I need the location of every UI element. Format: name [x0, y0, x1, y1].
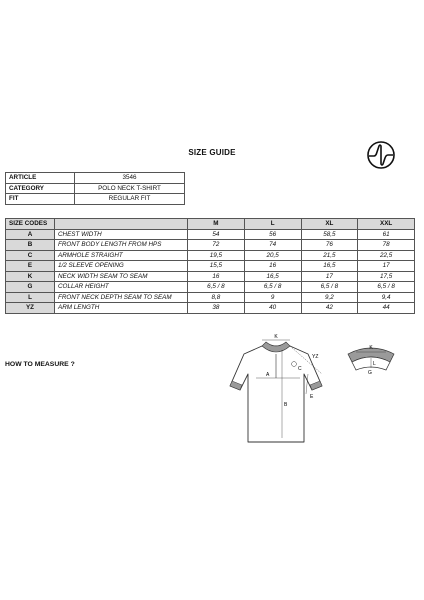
info-key: FIT [6, 194, 75, 205]
size-code: B [6, 240, 55, 251]
label-e: E [310, 394, 314, 400]
measurement-value: 16,5 [244, 271, 301, 282]
measurement-value: 16,5 [301, 261, 358, 272]
collar-label-l: L [373, 361, 376, 367]
measurement-value: 16 [244, 261, 301, 272]
measurement-value: 44 [358, 303, 415, 314]
table-row [6, 292, 415, 303]
measurement-value: 6,5 / 8 [244, 282, 301, 293]
info-key: CATEGORY [6, 183, 75, 194]
info-value: REGULAR FIT [75, 194, 185, 205]
size-header: XL [301, 219, 358, 230]
collar-label-g: G [368, 370, 372, 376]
label-k: K [274, 334, 278, 340]
size-header: XXL [358, 219, 415, 230]
size-code: YZ [6, 303, 55, 314]
measurement-label: FRONT NECK DEPTH SEAM TO SEAM [55, 292, 188, 303]
info-row [6, 173, 185, 184]
measurement-value: 76 [301, 240, 358, 251]
measurement-value: 20,5 [244, 250, 301, 261]
size-code: G [6, 282, 55, 293]
measurement-value: 9 [244, 292, 301, 303]
size-header: M [188, 219, 245, 230]
measurement-value: 17,5 [358, 271, 415, 282]
article-info-table [5, 172, 185, 205]
info-value: POLO NECK T-SHIRT [75, 183, 185, 194]
measurement-value: 17 [358, 261, 415, 272]
page-title: SIZE GUIDE [188, 148, 236, 157]
size-code: C [6, 250, 55, 261]
measurement-value: 42 [301, 303, 358, 314]
table-row [6, 240, 415, 251]
measurement-value: 6,5 / 8 [301, 282, 358, 293]
measurement-value: 6,5 / 8 [188, 282, 245, 293]
label-b: B [284, 402, 288, 408]
measurement-value: 40 [244, 303, 301, 314]
measurement-value: 9,4 [358, 292, 415, 303]
measurement-value: 19,5 [188, 250, 245, 261]
size-codes-header: SIZE CODES [6, 219, 55, 230]
label-c: C [298, 366, 302, 372]
how-to-measure-heading: HOW TO MEASURE ? [5, 361, 75, 368]
measurement-value: 16 [188, 271, 245, 282]
label-a: A [266, 372, 270, 378]
info-row [6, 194, 185, 205]
size-code: K [6, 271, 55, 282]
size-code: E [6, 261, 55, 272]
measurement-value: 74 [244, 240, 301, 251]
info-row [6, 183, 185, 194]
polo-shirt-diagram [226, 334, 326, 446]
collar-diagram [342, 340, 400, 378]
table-row [6, 250, 415, 261]
measurement-label: NECK WIDTH SEAM TO SEAM [55, 271, 188, 282]
info-value: 3546 [75, 173, 185, 184]
measurement-value: 78 [358, 240, 415, 251]
measurement-value: 15,5 [188, 261, 245, 272]
size-code: A [6, 229, 55, 240]
measurement-label: ARM LENGTH [55, 303, 188, 314]
measurement-label: ARMHOLE STRAIGHT [55, 250, 188, 261]
measurement-value: 72 [188, 240, 245, 251]
table-row [6, 303, 415, 314]
measurement-label: 1/2 SLEEVE OPENING [55, 261, 188, 272]
measurement-label: FRONT BODY LENGTH FROM HPS [55, 240, 188, 251]
brand-logo-icon [366, 140, 396, 170]
size-table-header [6, 219, 415, 230]
measurement-value: 9,2 [301, 292, 358, 303]
measurement-label: CHEST WIDTH [55, 229, 188, 240]
size-header: L [244, 219, 301, 230]
info-key: ARTICLE [6, 173, 75, 184]
description-header [55, 219, 188, 230]
table-row [6, 229, 415, 240]
size-table [5, 218, 415, 314]
table-row [6, 271, 415, 282]
measurement-label: COLLAR HEIGHT [55, 282, 188, 293]
measurement-value: 56 [244, 229, 301, 240]
label-yz: YZ [312, 354, 319, 360]
measurement-value: 61 [358, 229, 415, 240]
measurement-value: 54 [188, 229, 245, 240]
measurement-value: 17 [301, 271, 358, 282]
measurement-value: 8,8 [188, 292, 245, 303]
size-code: L [6, 292, 55, 303]
measurement-value: 22,5 [358, 250, 415, 261]
measurement-value: 21,5 [301, 250, 358, 261]
measurement-value: 58,5 [301, 229, 358, 240]
table-row [6, 282, 415, 293]
collar-label-k: K [369, 345, 373, 351]
measurement-value: 6,5 / 8 [358, 282, 415, 293]
table-row [6, 261, 415, 272]
measurement-value: 38 [188, 303, 245, 314]
